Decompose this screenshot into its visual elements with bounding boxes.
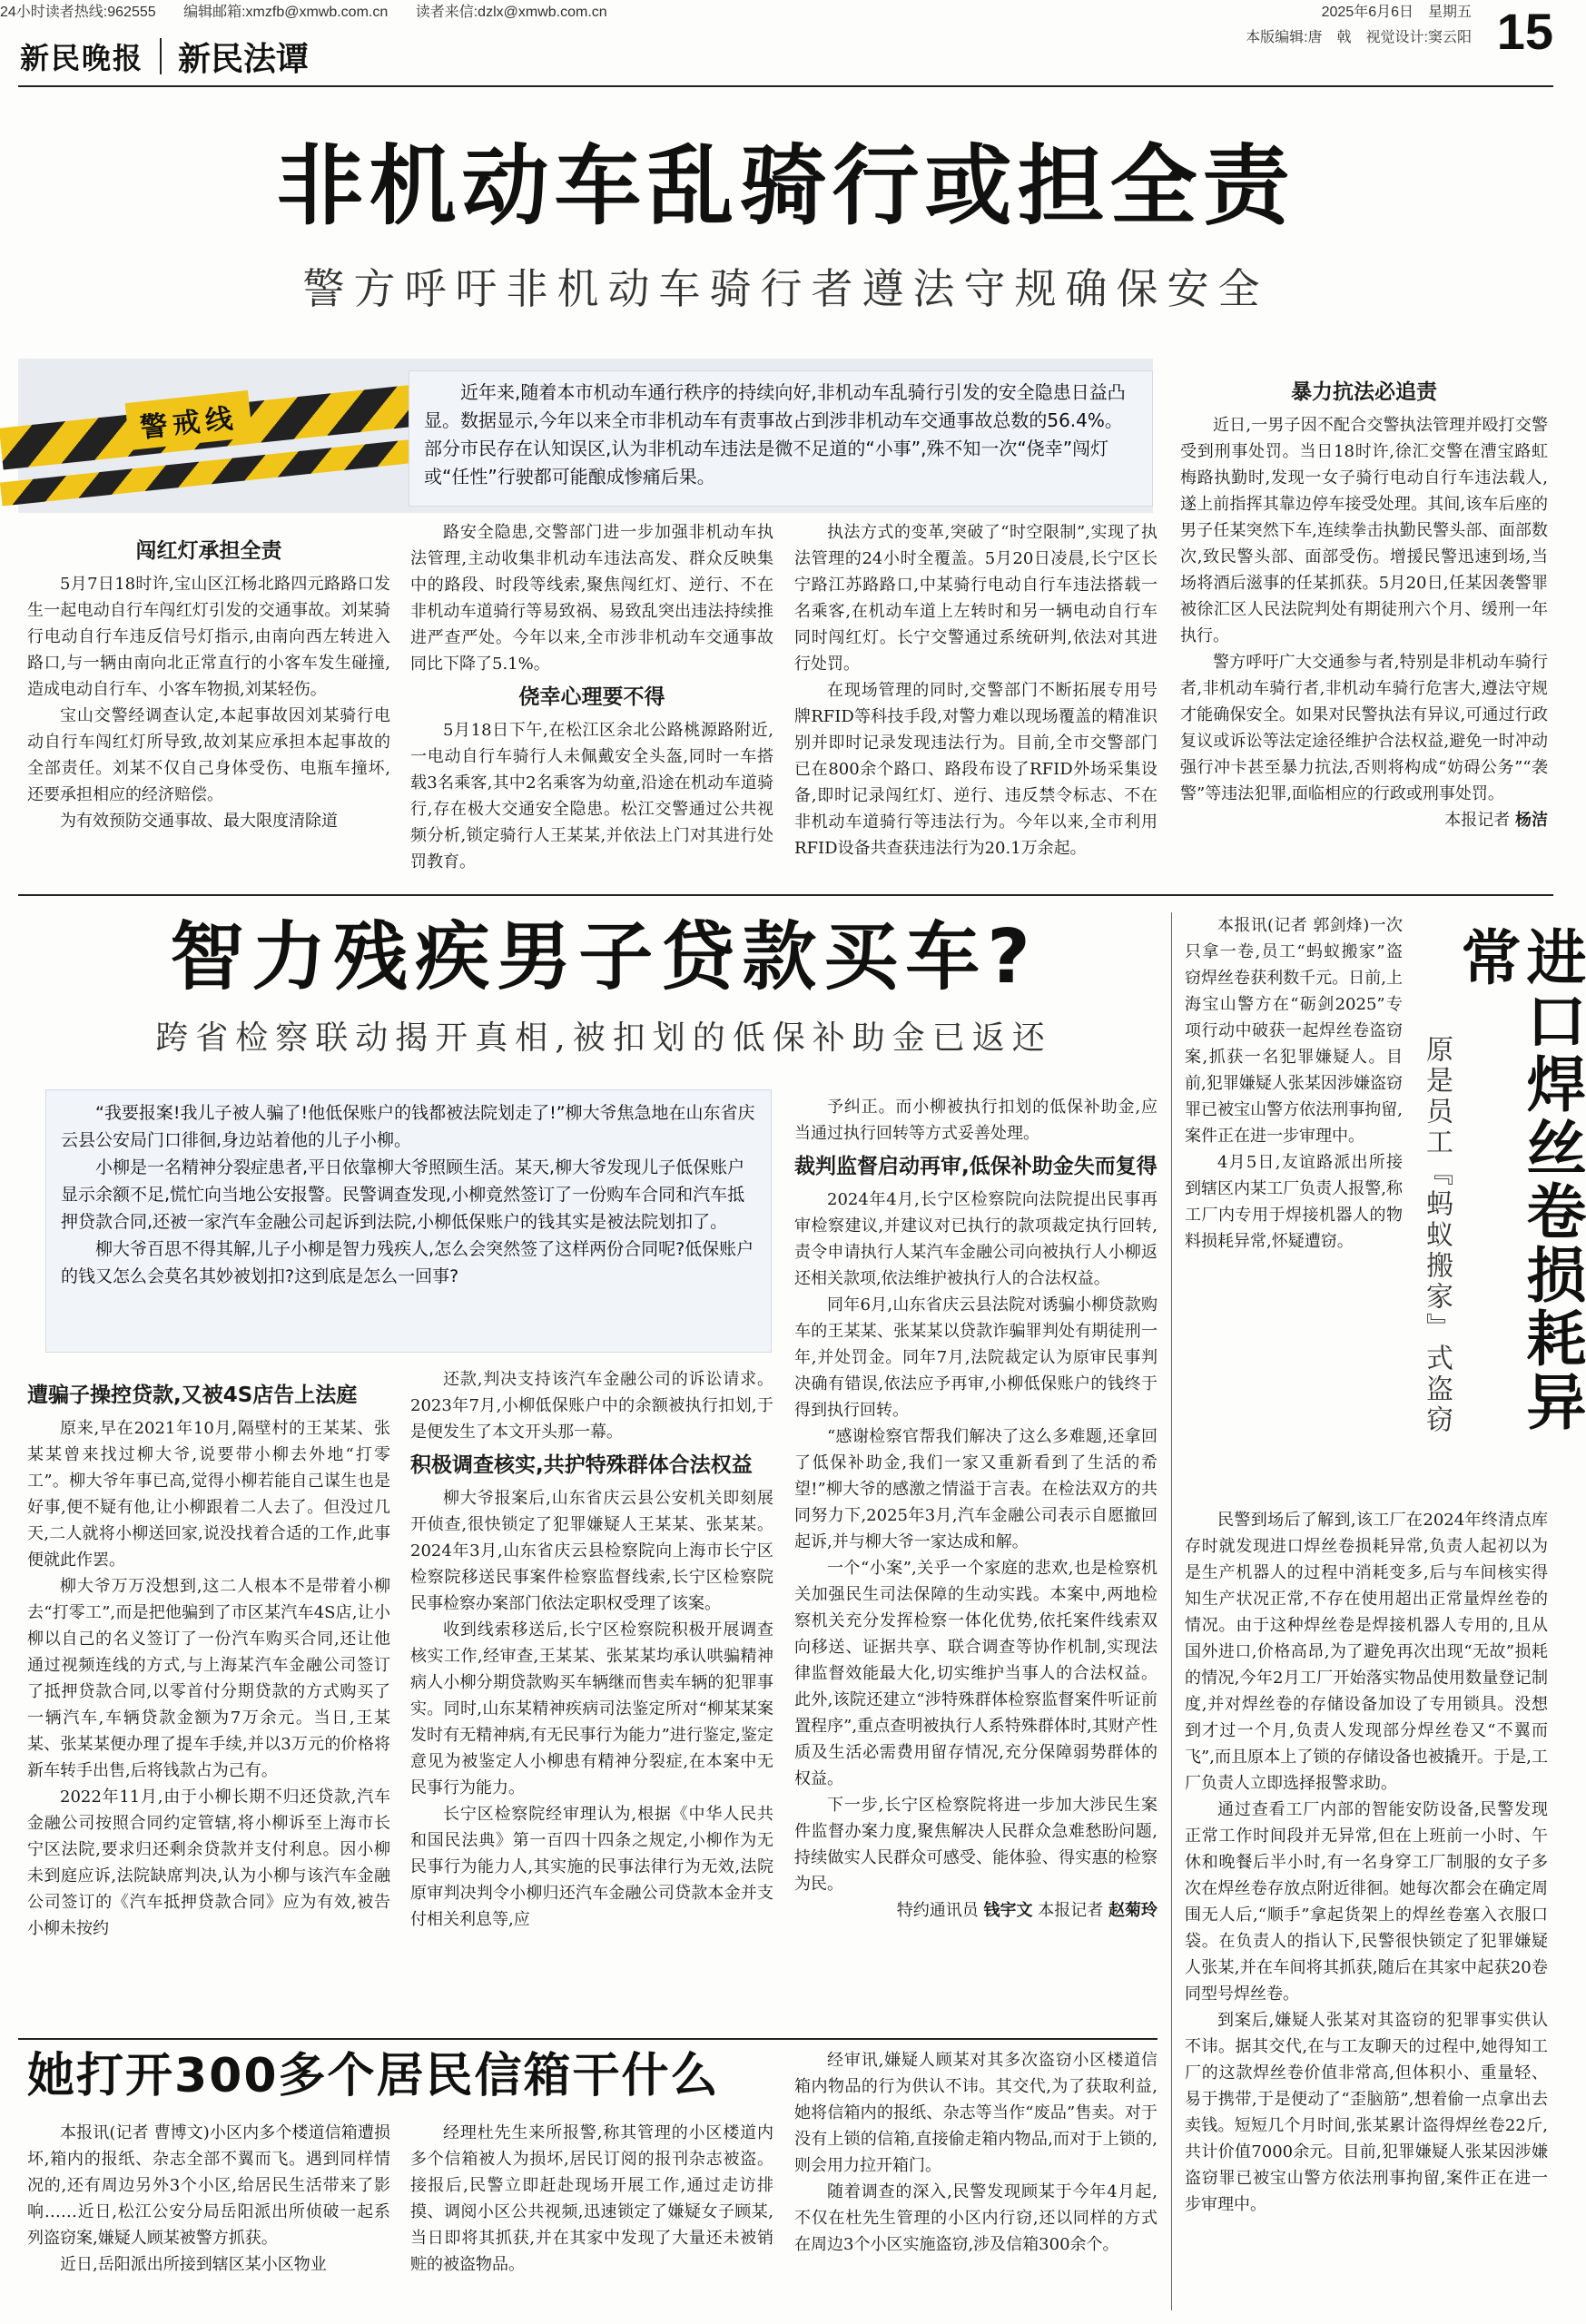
story1-intro-box [409, 370, 1153, 507]
story2-col2-p1: 还款,判决支持该汽车金融公司的诉讼请求。2023年7月,小柳低保账户中的余额被执行扣划,于是便发生了本文开头那一幕。 [410, 1370, 773, 1442]
story4-top-rule [18, 2038, 1157, 2040]
story1-byline-prefix: 本报记者 [1444, 811, 1511, 830]
story3-headline: 进口焊丝卷损耗异常 [1451, 926, 1586, 1434]
story4-headline: 她打开300多个居民信箱干什么 [27, 2049, 720, 2103]
story3-divider [1171, 912, 1172, 2310]
story4-col2-p1: 经理杜先生来所报警,称其管理的小区楼道内多个信箱被人为损坏,居民订阅的报刊杂志被盗。接报后,民警立即赶赴现场开展工作,通过走访排摸、调阅小区公共视频,迅速锁定了嫌疑女子顾某,当日即将其抓获,并在其家中发现了大量还未被销赃的被盗物品。 [410, 2123, 773, 2274]
story2-col3-p1: 予纠正。而小柳被执行扣划的低保补助金,应当通过执行回转等方式妥善处理。 [794, 1098, 1157, 1143]
story1-col1-p3: 为有效预防交通事故、最大限度清除道 [60, 812, 338, 831]
header-info-line [0, 0, 1362, 21]
story1-column-2 [410, 519, 773, 875]
reader-email-text: 读者来信:dzlx@xmwb.com.cn [415, 5, 607, 20]
story3-subheadline: 原是员工『蚂蚁搬家』式盗窃 [1421, 1035, 1453, 1436]
masthead [20, 33, 309, 80]
editor-email-text: 编辑邮箱:xmzfb@xmwb.com.cn [183, 5, 389, 20]
story2-col3-p2: 2024年4月,长宁区检察院向法院提出民事再审检察建议,并建议对已执行的款项裁定执行回转,责令申请执行人某汽车金融公司向被执行人小柳返还相关款项,依法维护被执行人的合法权益。 [794, 1190, 1157, 1288]
newspaper-logo: 新民晚报 [20, 41, 144, 75]
story2-column-2 [410, 1366, 773, 1933]
story3-p2: 4月5日,友谊路派出所接到辖区内某工厂负责人报警,称工厂内专用于焊接机器人的物料损耗异常,怀疑遭窃。 [1185, 1153, 1403, 1251]
story2-col3-p4: “感谢检察官帮我们解决了这么多难题,还拿回了低保补助金,我们一家又重新看到了生活的希望!”柳大爷的感激之情溢于言表。在检法双方的共同努力下,2025年3月,汽车金融公司表示自愿撤回起诉,并与柳大爷一家达成和解。 [794, 1427, 1157, 1551]
story4-column-2 [410, 2120, 773, 2278]
story2-col2-p2: 柳大爷报案后,山东省庆云县公安机关即刻展开侦查,很快锁定了犯罪嫌疑人王某某、张某某。2024年3月,山东省庆云县检察院向上海市长宁区检察院移送民事案件检察监督线索,长宁区检察院民事检察办案部门依法定职权受理了该案。 [410, 1489, 773, 1613]
story2-column-3 [794, 1094, 1157, 1924]
story1-side-subhead: 暴力抗法必追责 [1291, 380, 1437, 404]
story3-p1: 本报讯(记者 郭剑烽)一次只拿一卷,员工“蚂蚁搬家”盗窃焊丝卷获利数千元。日前,上海宝山警方在“砺剑2025”专项行动中破获一起焊丝卷盗窃案,抓获一名犯罪嫌疑人。目前,犯罪嫌疑人张某因涉嫌盗窃罪已被宝山警方依法刑事拘留,案件正在进一步审理中。 [1185, 916, 1403, 1146]
story2-col1-p1: 原来,早在2021年10月,隔壁村的王某某、张某某曾来找过柳大爷,说要带小柳去外地“打零工”。柳大爷年事已高,觉得小柳若能自己谋生也是好事,便不疑有他,让小柳跟着二人去了。但没过几天,二人就将小柳送回家,说没找着合适的工作,此事便就此作罢。 [27, 1419, 390, 1570]
story1-col2-p2: 5月18日下午,在松江区余北公路桃源路附近,一电动自行车骑行人未佩戴安全头盔,同时一车搭载3名乘客,其中2名乘客为幼童,沿途在机动车道骑行,存在极大交通安全隐患。松江交警通过公共视频分析,锁定骑行人王某某,并依法上门对其进行处罚教育。 [410, 721, 773, 872]
page-number: 15 [1496, 3, 1553, 60]
story1-column-1 [27, 531, 390, 834]
tape-label: 警戒线 [125, 390, 253, 450]
story4-col1-p2: 近日,岳阳派出所接到辖区某小区物业 [60, 2255, 327, 2274]
story2-box-p1: “我要报案!我儿子被人骗了!他低保账户的钱都被法院划走了!”柳大爷焦急地在山东省庆云县公安局门口徘徊,身边站着他的儿子小柳。 [61, 1103, 755, 1150]
story1-intro: 近年来,随着本市机动车通行秩序的持续向好,非机动车乱骑行引发的安全隐患日益凸显。数据显示,今年以来全市非机动车有责事故占到涉非机动车交通事故总数的56.4%。部分市民存在认知误区,认为非机动车违法是微不足道的“小事”,殊不知一次“侥幸”闯灯或“任性”行驶都可能酿成惨痛后果。 [424, 381, 1126, 487]
story2-col3-subhead: 裁判监督启动再审,低保补助金失而复得 [794, 1155, 1157, 1178]
story4-col1-p1: 本报讯(记者 曹博文)小区内多个楼道信箱遭损坏,箱内的报纸、杂志全部不翼而飞。遇到同样情况的,还有周边另外3个小区,给居民生活带来了影响……近日,松江公安分局岳阳派出所侦破一起系列盗窃案,嫌疑人顾某被警方抓获。 [27, 2123, 390, 2248]
story1-col1-p1: 5月7日18时许,宝山区江杨北路四元路路口发生一起电动自行车闯红灯引发的交通事故。刘某骑行电动自行车违反信号灯指示,由南向西左转进入路口,与一辆由南向北正常直行的小客车发生碰撞,造成电动自行车、小客车物损,刘某轻伤。 [27, 575, 390, 699]
story4-column-1 [27, 2120, 390, 2278]
masthead-divider [160, 38, 162, 74]
story3-p3: 民警到场后了解到,该工厂在2024年终清点库存时就发现进口焊丝卷损耗异常,负责人起初以为是生产机器人的过程中消耗变多,后与车间核实得知生产状况正常,不存在使用超出正常量焊丝卷的情况。由于这种焊丝卷是焊接机器人专用的,且从国外进口,价格高昂,为了避免再次出现“无故”损耗的情况,今年2月工厂开始落实物品使用数量登记制度,并对焊丝卷的存储设备加设了专用锁具。没想到才过一个月,负责人发现部分焊丝卷又“不翼而飞”,而且原本上了锁的存储设备也被撬开。于是,工厂负责人立即选择报警求助。 [1185, 1511, 1548, 1793]
header-rule [18, 85, 1553, 87]
story2-col3-p3: 同年6月,山东省庆云县法院对诱骗小柳贷款购车的王某某、张某某以贷款诈骗罪判处有期徒刑一年,并处罚金。同年7月,法院裁定认为原审民事判决确有错误,依法应予再审,小柳低保账户的钱终于得到执行回转。 [794, 1295, 1157, 1420]
staff-credits: 本版编辑:唐 戟 视觉设计:窦云阳 [1246, 30, 1472, 45]
story1-column-3 [794, 519, 1157, 862]
story3-column-top [1185, 912, 1403, 1255]
story4-column-3 [794, 2047, 1157, 2258]
story1-col3-p1: 执法方式的变革,突破了“时空限制”,实现了执法管理的24小时全覆盖。5月20日凌晨,长宁区长宁路江苏路路口,中某骑行电动自行车违法搭载一名乘客,在机动车道上左转时和另一辆电动自行车同时闯红灯。长宁交警通过系统研判,依法对其进行处罚。 [794, 523, 1157, 674]
story2-byline-mid: 本报记者 [1038, 1901, 1104, 1920]
story2-byline-prefix: 特约通讯员 [896, 1901, 979, 1920]
story2-headline: 智力残疾男子贷款买车? [170, 914, 1038, 1000]
story1-byline [1180, 807, 1548, 833]
story3-p4: 通过查看工厂内部的智能安防设备,民警发现正常工作时间段并无异常,但在上班前一小时、午休和晚餐后半小时,有一名身穿工厂制服的女子多次在焊丝卷存放点附近徘徊。她每次都会在确定周围无人后,“顺手”拿起货架上的焊丝卷塞入衣服口袋。在负责人的指认下,民警很快锁定了犯罪嫌疑人张某,并在车间将其抓获,随后在其家中起获20卷同型号焊丝卷。 [1185, 1800, 1548, 2004]
story2-col3-p6: 下一步,长宁区检察院将进一步加大涉民生案件监督办案力度,聚焦解决人民群众急难愁盼问题,持续做实人民群众可感受、能体验、得实惠的检察为民。 [794, 1796, 1157, 1894]
story1-col2-p1: 路安全隐患,交警部门进一步加强非机动车执法管理,主动收集非机动车违法高发、群众反映集中的路段、时段等线索,聚焦闯红灯、逆行、不在非机动车道骑行等易致祸、易致乱突出违法持续推进严查严处。今年以来,全市涉非机动车交通事故同比下降了5.1%。 [410, 523, 773, 674]
story2-byline-name1: 钱宇文 [983, 1901, 1033, 1920]
story1-side-p2: 警方呼吁广大交通参与者,特别是非机动车骑行者,非机动车骑行者,非机动车骑行危害大,遵法守规才能确保安全。如果对民警执法有异议,可通过行政复议或诉讼等法定途径维护合法权益,避免一时冲动强行冲卡甚至暴力抗法,否则将构成“妨碍公务”“袭警”等违法犯罪,面临相应的行政或刑事处罚。 [1180, 653, 1548, 803]
story1-headline: 非机动车乱骑行或担全责 [276, 135, 1295, 237]
story2-col1-subhead: 遭骗子操控贷款,又被4S店告上法庭 [27, 1384, 358, 1407]
issue-date: 2025年6月6日 星期五 [1321, 5, 1472, 20]
story2-col2-p3: 收到线索移送后,长宁区检察院积极开展调查核实工作,经审查,王某某、张某某均承认哄骗精神病人小柳分期贷款购买车辆继而售卖车辆的犯罪事实。同时,山东某精神疾病司法鉴定所对“柳某某案发时有无精神病,有无民事行为能力”进行鉴定,鉴定意见为被鉴定人小柳患有精神分裂症,在本案中无民事行为能力。 [410, 1620, 773, 1797]
story2-byline [794, 1897, 1157, 1924]
story2-column-1 [27, 1375, 390, 1942]
story2-box-p3: 柳大爷百思不得其解,儿子小柳是智力残疾人,怎么会突然签了这样两份合同呢?低保账户的钱又怎么会莫名其妙被划扣?这到底是怎么一回事? [61, 1239, 754, 1286]
story1-col1-subhead: 闯红灯承担全责 [135, 539, 282, 563]
story2-col1-p2: 柳大爷万万没想到,这二人根本不是带着小柳去“打零工”,而是把他骗到了市区某汽车4S店,让小柳以自己的名义签订了一份汽车购买合同,还让他通过视频连线的方式,与上海某汽车金融公司签订了抵押贷款合同,以零首付分期贷款的方式购买了一辆汽车,车辆贷款金额为7万余元。当日,王某某、张某某便办理了提车手续,并以3万元的价格将新车转手出售,后将钱款占为己有。 [27, 1577, 390, 1780]
story4-col3-p2: 随着调查的深入,民警发现顾某于今年4月起,不仅在杜先生管理的小区内行窃,还以同样的方式在周边3个小区实施盗窃,涉及信箱300余个。 [794, 2182, 1157, 2254]
story1-side-p1: 近日,一男子因不配合交警执法管理并殴打交警受到刑事处罚。当日18时许,徐汇交警在漕宝路虹梅路执勤时,发现一女子骑行电动自行车违法载人,遂上前指挥其靠边停车接受处理。其间,该车后座的男子任某突然下车,连续拳击执勤民警头部、面部数次,致民警头部、面部受伤。增援民警迅速到场,当场将酒后滋事的任某抓获。5月20日,任某因袭警罪被徐汇区人民法院判处有期徒刑六个月、缓刑一年执行。 [1180, 416, 1548, 645]
story2-col3-p5: 一个“小案”,关乎一个家庭的悲欢,也是检察机关加强民生司法保障的生动实践。本案中,两地检察机关充分发挥检察一体化优势,依托案件线索双向移送、证据共享、联合调查等协作机制,实现法律监督效能最大化,切实维护当事人的合法权益。此外,该院还建立“涉特殊群体检察监督案件听证前置程序”,重点查明被执行人系特殊群体时,其财产性质及生活必需费用留存情况,充分保障弱势群体的权益。 [794, 1559, 1157, 1788]
story1-sidebar [1180, 372, 1548, 833]
story3-p5: 到案后,嫌疑人张某对其盗窃的犯罪事实供认不讳。据其交代,在与工友聊天的过程中,她得知工厂的这款焊丝卷价值非常高,但体积小、重量轻、易于携带,于是便动了“歪脑筋”,想着偷一点拿出去卖钱。短短几个月时间,张某累计盗得焊丝卷22斤,共计价值7000余元。目前,犯罪嫌疑人张某因涉嫌盗窃罪已被宝山警方依法刑事拘留,案件正在进一步审理中。 [1185, 2011, 1548, 2214]
story1-col1-p2: 宝山交警经调查认定,本起事故因刘某骑行电动自行车闯红灯所导致,故刘某应承担本起事故的全部责任。刘某不仅自己身体受伤、电瓶车撞坏,还要承担相应的经济赔偿。 [27, 706, 390, 804]
story2-col2-p4: 长宁区检察院经审理认为,根据《中华人民共和国民法典》第一百四十四条之规定,小柳作为无民事行为能力人,其实施的民事法律行为无效,法院原审判决判令小柳归还汽车金融公司贷款本金并支付相关利息等,应 [410, 1805, 773, 1929]
section-title: 新民法谭 [178, 40, 310, 78]
story2-intro-box [45, 1089, 772, 1353]
story4-col3-p1: 经审讯,嫌疑人顾某对其多次盗窃小区楼道信箱内物品的行为供认不讳。其交代,为了获取利益,她将信箱内的报纸、杂志等当作“废品”售卖。对于没有上锁的信箱,直接偷走箱内物品,而对于上锁的,则会用力拉开箱门。 [794, 2051, 1157, 2175]
story1-col3-p2: 在现场管理的同时,交警部门不断拓展专用号牌RFID等科技手段,对警力难以现场覆盖的精准识别并即时记录发现违法行为。目前,全市交警部门已在800余个路口、路段布设了RFID外场采集设备,即时记录闯红灯、逆行、违反禁令标志、不在非机动车道骑行等违法行为。今年以来,全市利用RFID设备共查获违法行为20.1万余起。 [794, 681, 1157, 858]
story2-col2-subhead: 积极调查核实,共护特殊群体合法权益 [410, 1453, 753, 1477]
story1-bottom-rule [18, 894, 1553, 896]
story1-byline-name: 杨洁 [1515, 811, 1548, 830]
story2-box-p2: 小柳是一名精神分裂症患者,平日依靠柳大爷照顾生活。某天,柳大爷发现儿子低保账户显示余额不足,慌忙向当地公安报警。民警调查发现,小柳竟然签订了一份购车合同和汽车抵押贷款合同,还被一家汽车金融公司起诉到法院,小柳低保账户的钱其实是被法院划扣了。 [61, 1157, 745, 1232]
story3-column-bottom [1185, 1507, 1548, 2218]
story2-byline-name2: 赵菊玲 [1108, 1901, 1157, 1920]
story2-col1-p3: 2022年11月,由于小柳长期不归还贷款,汽车金融公司按照合同约定管辖,将小柳诉至上海市长宁区法院,要求归还剩余贷款并支付利息。因小柳未到庭应诉,法院缺席判决,认为小柳与该汽车金融公司签订的《汽车抵押贷款合同》应为有效,被告小柳未按约 [27, 1787, 390, 1938]
story1-col2-subhead: 侥幸心理要不得 [518, 685, 665, 709]
story2-subheadline: 跨省检察联动揭开真相,被扣划的低保补助金已返还 [155, 1019, 1052, 1057]
hotline-text: 24小时读者热线:962555 [0, 5, 156, 20]
story1-subheadline: 警方呼吁非机动车骑行者遵法守规确保安全 [302, 264, 1269, 313]
